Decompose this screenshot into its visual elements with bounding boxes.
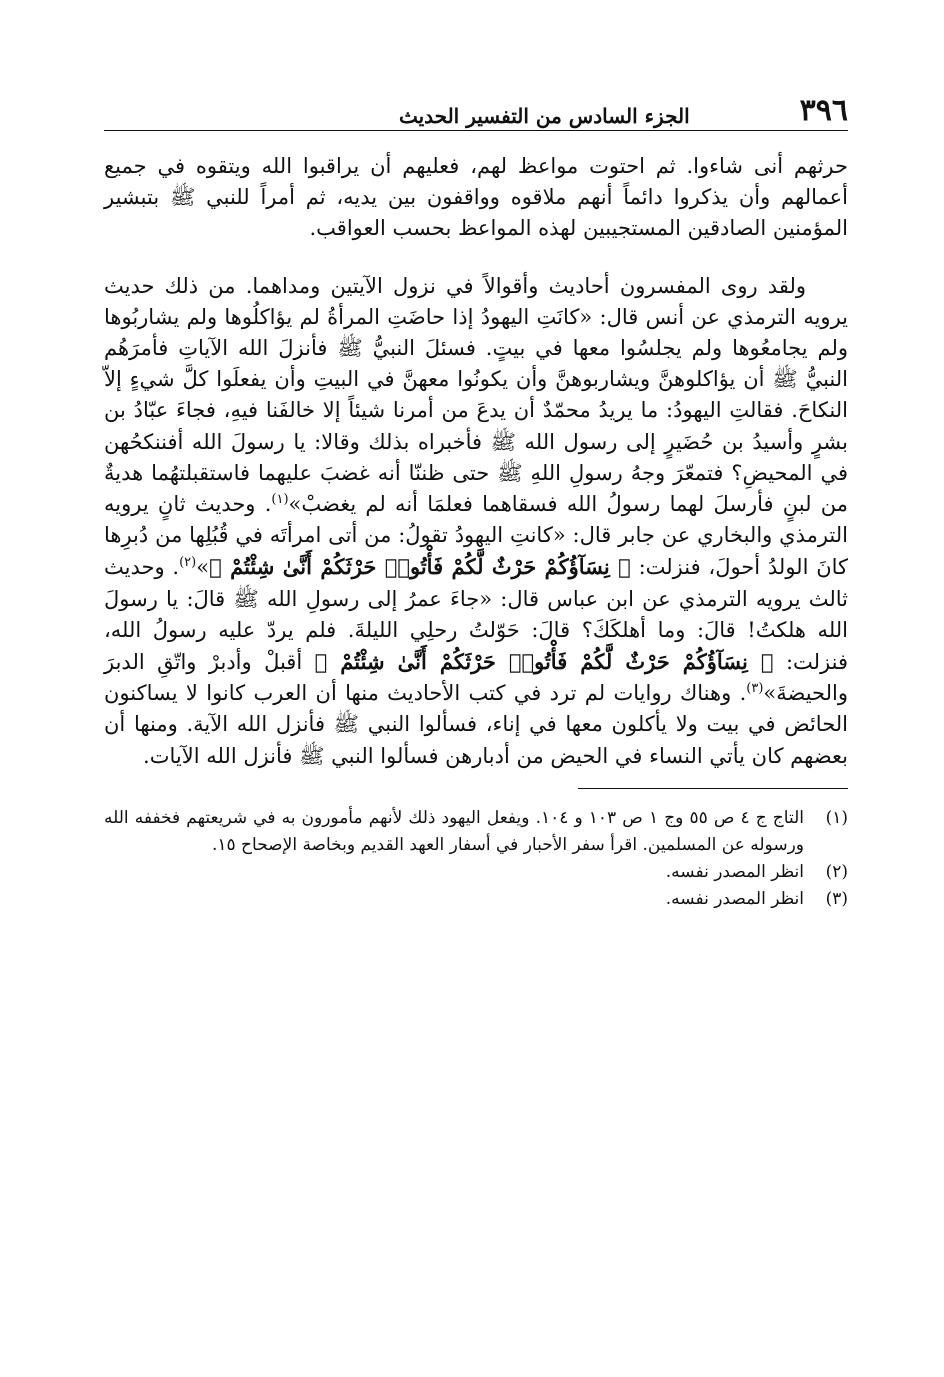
page-header [104, 82, 848, 131]
footnote-2 [104, 859, 848, 886]
quran-verse: ﴿ نِسَآؤُكُمْ حَرْثٌ لَّكُمْ فَأْتُوا۟ حَرْثَكُمْ أَنَّىٰ شِئْتُمْ ﴾ [314, 649, 774, 675]
running-title: الجزء السادس من التفسير الحديث [398, 104, 690, 128]
text-segment: » [196, 555, 210, 580]
footnote-ref-3[interactable]: (٣) [746, 681, 764, 697]
text-segment: . وحديث ثانٍ يرويه الترمذي والبخاري عن جابر قال: «كانتِ اليهودُ تقولُ: من أتى امرأتَه في قُبُلِها من دُبرِها كانَ الولدُ أحولَ، فنزلت: [104, 492, 849, 580]
footnote-ref-1[interactable]: (١) [271, 492, 289, 508]
footnote-text: التاج ج ٤ ص ٥٥ وج ١ ص ١٠٣ و ١٠٤. ويفعل اليهود ذلك لأنهم مأمورون به في شريعتهم فخففه الله ورسوله عن المسلمين. اقرأ سفر الأحبار في أسفار العهد القديم وبخاصة الإصحاح ١٥. [104, 807, 804, 855]
footnote-separator [578, 788, 848, 789]
text-segment: ولقد روى المفسرون أحاديث وأقوالاً في نزول الآيتين ومداهما. من ذلك حديث يرويه الترمذي عن أنس قال: «كانَتِ اليهودُ إذا حاضَتِ المرأةُ لم يؤاكلُوها ولم يشاربُوها ولم يجامعُوها ولم يجلسُوا معها في بيتٍ. فسئلَ النبيُّ ﷺ فأنزلَ الله الآياتِ فأمرَهُم النبيُّ ﷺ أن يؤاكلوهنَّ ويشاربوهنَّ وأن يكونُوا معهنَّ في البيتِ وأن يفعلَوا كلَّ شيءٍ إلاّ النكاحَ. فقالتِ اليهودُ: ما يريدُ محمّدٌ أن يدعَ من أمرنا شيئاً إلا خالفَنا فيهِ، فجاءَ عبّادُ بن بشرٍ وأسيدُ بن حُضَيرٍ إلى رسول الله ﷺ فأخبراه بذلك وقالا: يا رسولَ الله أفننكحُهن في المحيضِ؟ فتمعّرَ وجهُ رسولِ اللهِ ﷺ حتى ظننّا أنه غضبَ عليهما فاستقبلتهُما هديةٌ من لبنٍ فأرسلَ لهما رسولُ الله فسقاهما فعلمَا أنه لم يغضبْ» [104, 273, 849, 517]
footnote-number: (١) [825, 807, 848, 828]
footnote-1 [104, 805, 848, 859]
footnote-text: انظر المصدر نفسه. [665, 888, 804, 909]
footnote-number: (٣) [825, 888, 848, 909]
quran-verse: ﴿ نِسَآؤُكُمْ حَرْثٌ لَّكُمْ فَأْتُوا۟ حَرْثَكُمْ أَنَّىٰ شِئْتُمْ ﴾ [209, 554, 631, 580]
text-segment: . وهناك روايات لم ترد في كتب الأحاديث منها أن العرب كانوا لا يساكنون الحائض في بيت ولا يأكلون معها في إناء، فسألوا النبي ﷺ فأنزل الله الآية. ومنها أن بعضهم كان يأتي النساء في الحيض من أدبارهن فسألوا النبي ﷺ فأنزل الله الآيات. [104, 681, 848, 768]
main-text [104, 151, 848, 772]
paragraph-1: حرثهم أنى شاءوا. ثم احتوت مواعظ لهم، فعليهم أن يراقبوا الله ويتقوه في جميع أعمالهم وأن يذكروا دائماً أنهم ملاقوه وواقفون بين يديه، ثم أمراً للنبي ﷺ بتبشير المؤمنين الصادقين المستجيبين لهذه المواعظ بحسب العواقب. [104, 154, 848, 241]
text-segment: . وحديث ثالث يرويه الترمذي عن ابن عباس قال: «جاءَ عمرُ إلى رسولِ الله ﷺ قالَ: يا رسولَ الله هلكتُ! قالَ: وما أهلكَكَ؟ قالَ: حَوّلتُ رحلِي الليلةَ. فلم يردّ عليه رسولُ الله، فنزلت: [104, 555, 849, 675]
paragraph-2 [104, 271, 848, 772]
footnote-number: (٢) [825, 861, 848, 882]
footnotes [104, 805, 848, 913]
page-number: ٣٩٦ [799, 93, 848, 128]
footnote-ref-2[interactable]: (٢) [179, 555, 197, 571]
footnote-3 [104, 886, 848, 913]
text-segment: أقبلْ وأدبرْ واتّقِ الدبرَ والحيضةَ» [104, 650, 848, 706]
footnote-text: انظر المصدر نفسه. [665, 861, 804, 882]
document-page [104, 82, 848, 913]
